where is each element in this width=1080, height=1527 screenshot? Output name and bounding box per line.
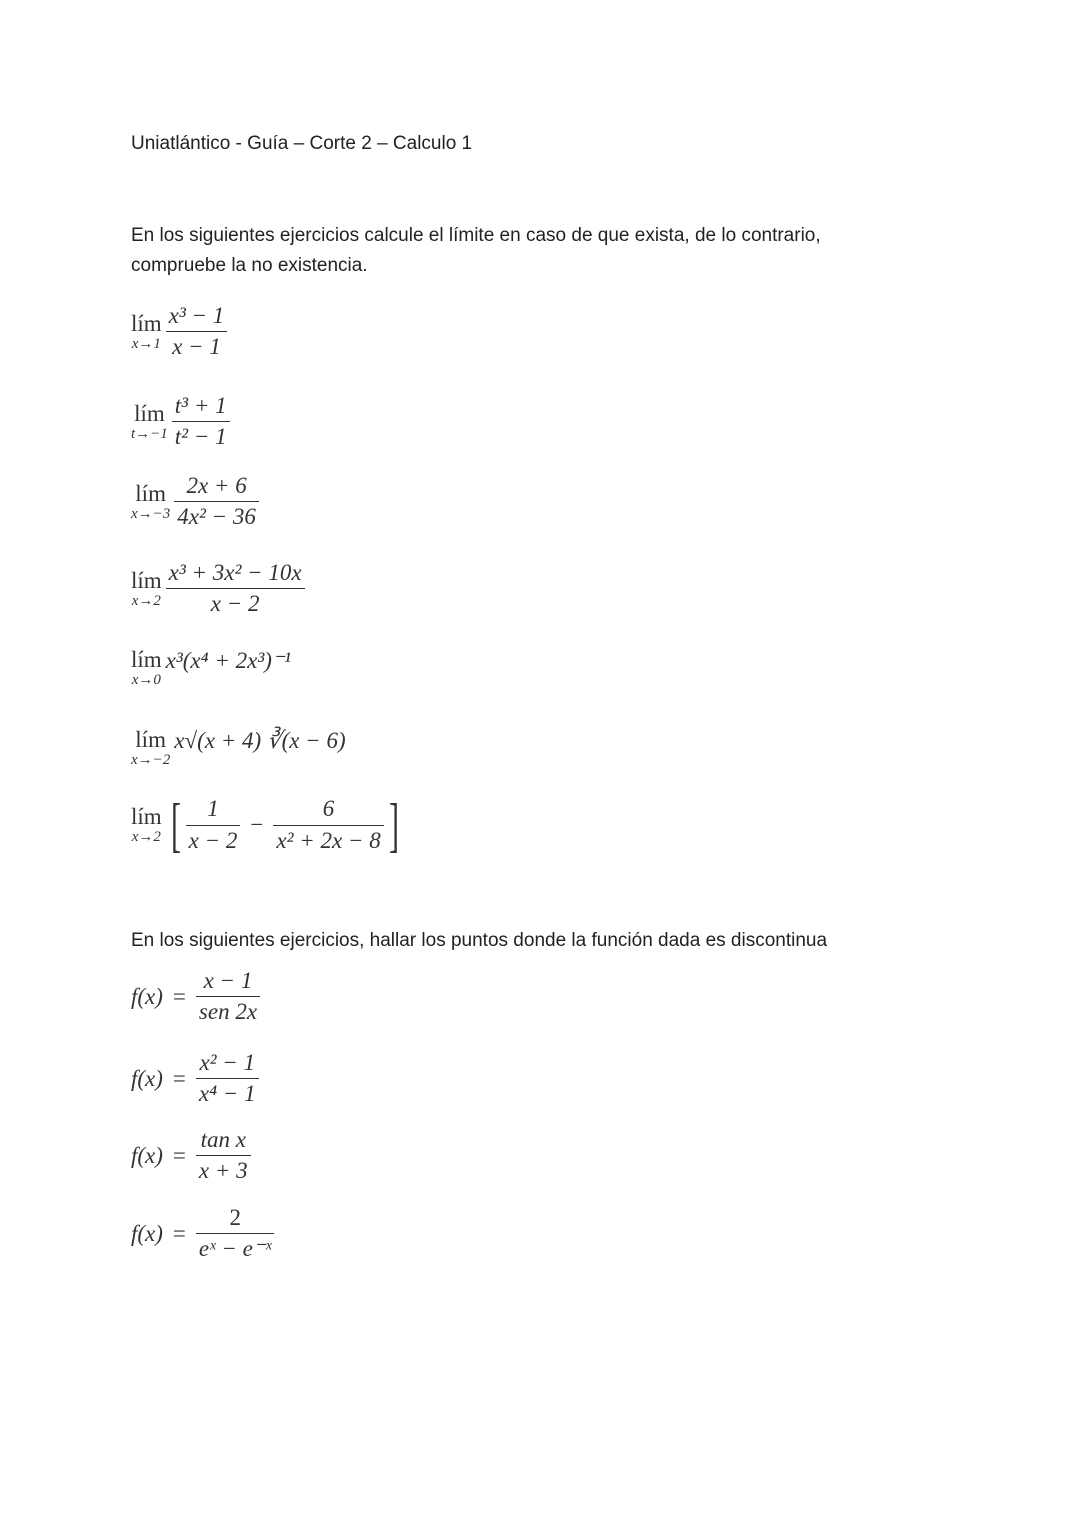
- equals-sign: =: [172, 1220, 186, 1246]
- numerator: 6: [322, 796, 335, 822]
- lim-subscript: x→1: [131, 335, 161, 352]
- numerator: x³ − 1: [168, 303, 225, 328]
- lim-label: lím: [131, 804, 162, 829]
- denominator: x + 3: [196, 1155, 251, 1184]
- minus-operator: −: [250, 812, 264, 837]
- limit-exercise-3: [131, 473, 259, 531]
- limit-exercise-6: [131, 728, 346, 768]
- right-bracket: ]: [388, 792, 399, 858]
- limit-exercise-7: [131, 792, 404, 858]
- denominator: x − 1: [166, 331, 228, 360]
- numerator: t³ + 1: [174, 393, 227, 418]
- function-lhs: f(x): [131, 1220, 163, 1246]
- denominator: x⁴ − 1: [196, 1078, 259, 1107]
- instruction-2: En los siguientes ejercicios, hallar los puntos donde la función dada es discontinua: [131, 930, 828, 951]
- numerator: x − 1: [203, 968, 253, 993]
- lim-subscript: t→−1: [131, 425, 168, 442]
- lim-label: lím: [131, 310, 162, 336]
- lim-label: lím: [131, 647, 162, 672]
- numerator: x² − 1: [199, 1050, 256, 1075]
- function-exercise-2: [131, 1050, 259, 1108]
- left-bracket: [: [170, 792, 181, 858]
- denominator: x² + 2x − 8: [273, 825, 383, 854]
- function-lhs: f(x): [131, 1142, 163, 1168]
- function-exercise-4: [131, 1205, 274, 1263]
- denominator: eˣ − e⁻ˣ: [196, 1233, 275, 1262]
- limit-exercise-5: [131, 648, 291, 688]
- numerator: 2x + 6: [186, 473, 247, 498]
- denominator: 4x² − 36: [174, 501, 259, 530]
- denominator: x − 2: [166, 588, 305, 617]
- lim-subscript: x→2: [131, 829, 161, 845]
- lim-label: lím: [135, 480, 166, 506]
- limit-exercise-1: [131, 303, 227, 361]
- function-exercise-1: [131, 968, 260, 1026]
- function-lhs: f(x): [131, 983, 163, 1009]
- instruction-1-line-2: compruebe la no existencia.: [131, 255, 368, 276]
- equals-sign: =: [172, 1142, 186, 1168]
- lim-label: lím: [135, 727, 166, 752]
- instruction-1-line-1: En los siguientes ejercicios calcule el límite en caso de que exista, de lo contrario,: [131, 225, 821, 246]
- limit-exercise-2: [131, 393, 230, 451]
- function-exercise-3: [131, 1127, 251, 1185]
- numerator: tan x: [200, 1127, 246, 1152]
- document-title: Uniatlántico - Guía – Corte 2 – Calculo 1: [131, 133, 473, 154]
- denominator: sen 2x: [196, 996, 260, 1025]
- lim-label: lím: [131, 567, 162, 593]
- numerator: 1: [207, 796, 219, 822]
- equals-sign: =: [172, 1065, 186, 1091]
- equals-sign: =: [172, 983, 186, 1009]
- function-lhs: f(x): [131, 1065, 163, 1091]
- lim-label: lím: [134, 400, 165, 426]
- lim-subscript: x→−2: [131, 752, 171, 768]
- denominator: x − 2: [186, 825, 241, 854]
- limit-exercise-4: [131, 560, 305, 618]
- lim-subscript: x→−3: [131, 505, 171, 522]
- denominator: t² − 1: [172, 421, 230, 450]
- numerator: x³ + 3x² − 10x: [168, 560, 302, 585]
- expression: x√(x + 4) ∛(x − 6): [174, 728, 346, 753]
- lim-subscript: x→0: [131, 672, 161, 688]
- expression: x³(x⁴ + 2x³)⁻¹: [165, 648, 291, 673]
- numerator: 2: [229, 1205, 241, 1230]
- lim-subscript: x→2: [131, 592, 161, 609]
